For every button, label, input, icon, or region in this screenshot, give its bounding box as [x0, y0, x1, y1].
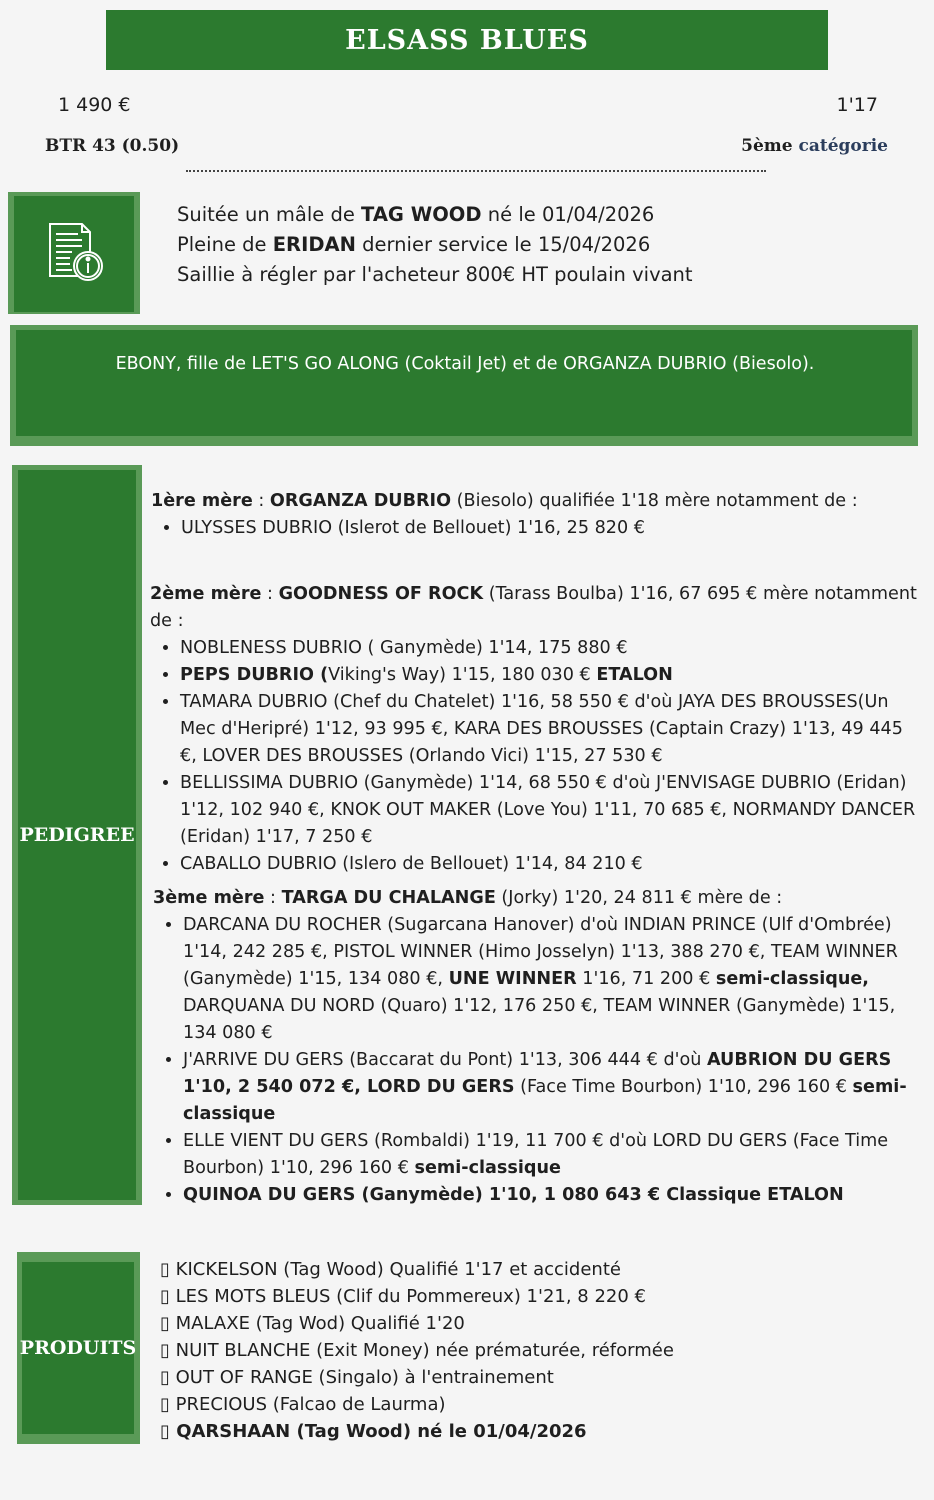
category-word: catégorie — [798, 136, 888, 156]
mother-2-heading: 2ème mère : GOODNESS OF ROCK (Tarass Boulba) 1'16, 67 695 € mère notamment de : — [150, 584, 917, 631]
info-line-foal: Suitée un mâle de TAG WOOD né le 01/04/2026 — [177, 203, 655, 226]
price: 1 490 € — [58, 94, 131, 116]
ebony-text: EBONY, fille de LET'S GO ALONG (Coktail Jet) et de ORGANZA DUBRIO (Biesolo). — [115, 354, 815, 374]
list-item: ▯ PRECIOUS (Falcao de Laurma) — [160, 1394, 446, 1415]
list-item: ▯ QARSHAAN (Tag Wood) né le 01/04/2026 — [160, 1421, 587, 1442]
list-item: • CABALLO DUBRIO (Islero de Bellouet) 1'14, 84 210 € — [180, 851, 920, 878]
pedigree-label: PEDIGREE — [18, 470, 136, 1200]
list-item: ▯ KICKELSON (Tag Wood) Qualifié 1'17 et accidenté — [160, 1259, 621, 1280]
produits-list — [160, 1256, 674, 1445]
list-item: • ULYSSES DUBRIO (Islerot de Bellouet) 1'16, 25 820 € — [181, 515, 921, 542]
info-text — [177, 200, 693, 290]
pedigree-mother-1 — [151, 488, 921, 542]
list-item: • TAMARA DUBRIO (Chef du Chatelet) 1'16, 58 550 € d'où JAYA DES BROUSSES(Un Mec d'Heripré) 1'12, 93 995 €, KARA DES BROUSSES (Captain Crazy) 1'13, 49 445 €, LOVER DES BROUSSES (Orlando Vici) 1'15, 27 530 € — [180, 689, 920, 770]
mother-1-heading: 1ère mère : ORGANZA DUBRIO (Biesolo) qualifiée 1'18 mère notamment de : — [151, 491, 858, 511]
info-line-fee: Saillie à régler par l'acheteur 800€ HT poulain vivant — [177, 263, 693, 286]
produits-label: PRODUITS — [22, 1262, 134, 1434]
btr-rating: BTR 43 (0.50) — [45, 136, 180, 156]
category — [741, 136, 888, 156]
list-item: ▯ MALAXE (Tag Wod) Qualifié 1'20 — [160, 1313, 465, 1334]
ebony-banner — [16, 330, 912, 436]
info-line-pregnant: Pleine de ERIDAN dernier service le 15/04/2026 — [177, 233, 651, 256]
dotted-divider — [186, 170, 766, 172]
list-item: • QUINOA DU GERS (Ganymède) 1'10, 1 080 643 € Classique ETALON — [183, 1182, 923, 1209]
document-info-icon — [42, 220, 106, 288]
list-item: ▯ LES MOTS BLEUS (Clif du Pommereux) 1'21, 8 220 € — [160, 1286, 647, 1307]
record-time: 1'17 — [836, 94, 878, 116]
category-prefix: 5ème — [741, 136, 799, 156]
list-item: • DARCANA DU ROCHER (Sugarcana Hanover) d'où INDIAN PRINCE (Ulf d'Ombrée) 1'14, 242 285 €, PISTOL WINNER (Himo Josselyn) 1'13, 388 270 €, TEAM WINNER (Ganymède) 1'15, 134 080 €, UNE WINNER 1'16, 71 200 € semi-classique, DARQUANA DU NORD (Quaro) 1'12, 176 250 €, TEAM WINNER (Ganymède) 1'15, 134 080 € — [183, 912, 923, 1047]
list-item: • J'ARRIVE DU GERS (Baccarat du Pont) 1'13, 306 444 € d'où AUBRION DU GERS 1'10, 2 540 072 €, LORD DU GERS (Face Time Bourbon) 1'10, 296 160 € semi-classique — [183, 1047, 923, 1128]
pedigree-mother-3 — [153, 885, 923, 1209]
list-item: ▯ OUT OF RANGE (Singalo) à l'entrainement — [160, 1367, 554, 1388]
pedigree-mother-2 — [150, 581, 920, 878]
list-item: ▯ NUIT BLANCHE (Exit Money) née prématurée, réformée — [160, 1340, 674, 1361]
info-box — [14, 196, 134, 312]
mother-3-heading: 3ème mère : TARGA DU CHALANGE (Jorky) 1'20, 24 811 € mère de : — [153, 888, 783, 908]
list-item: • BELLISSIMA DUBRIO (Ganymède) 1'14, 68 550 € d'où J'ENVISAGE DUBRIO (Eridan) 1'12, 102 940 €, KNOK OUT MAKER (Love You) 1'11, 70 685 €, NORMANDY DANCER (Eridan) 1'17, 7 250 € — [180, 770, 920, 851]
list-item: • PEPS DUBRIO (Viking's Way) 1'15, 180 030 € ETALON — [180, 662, 920, 689]
page-title: ELSASS BLUES — [106, 10, 828, 70]
list-item: • ELLE VIENT DU GERS (Rombaldi) 1'19, 11 700 € d'où LORD DU GERS (Face Time Bourbon) 1'10, 296 160 € semi-classique — [183, 1128, 923, 1182]
list-item: • NOBLENESS DUBRIO ( Ganymède) 1'14, 175 880 € — [180, 635, 920, 662]
